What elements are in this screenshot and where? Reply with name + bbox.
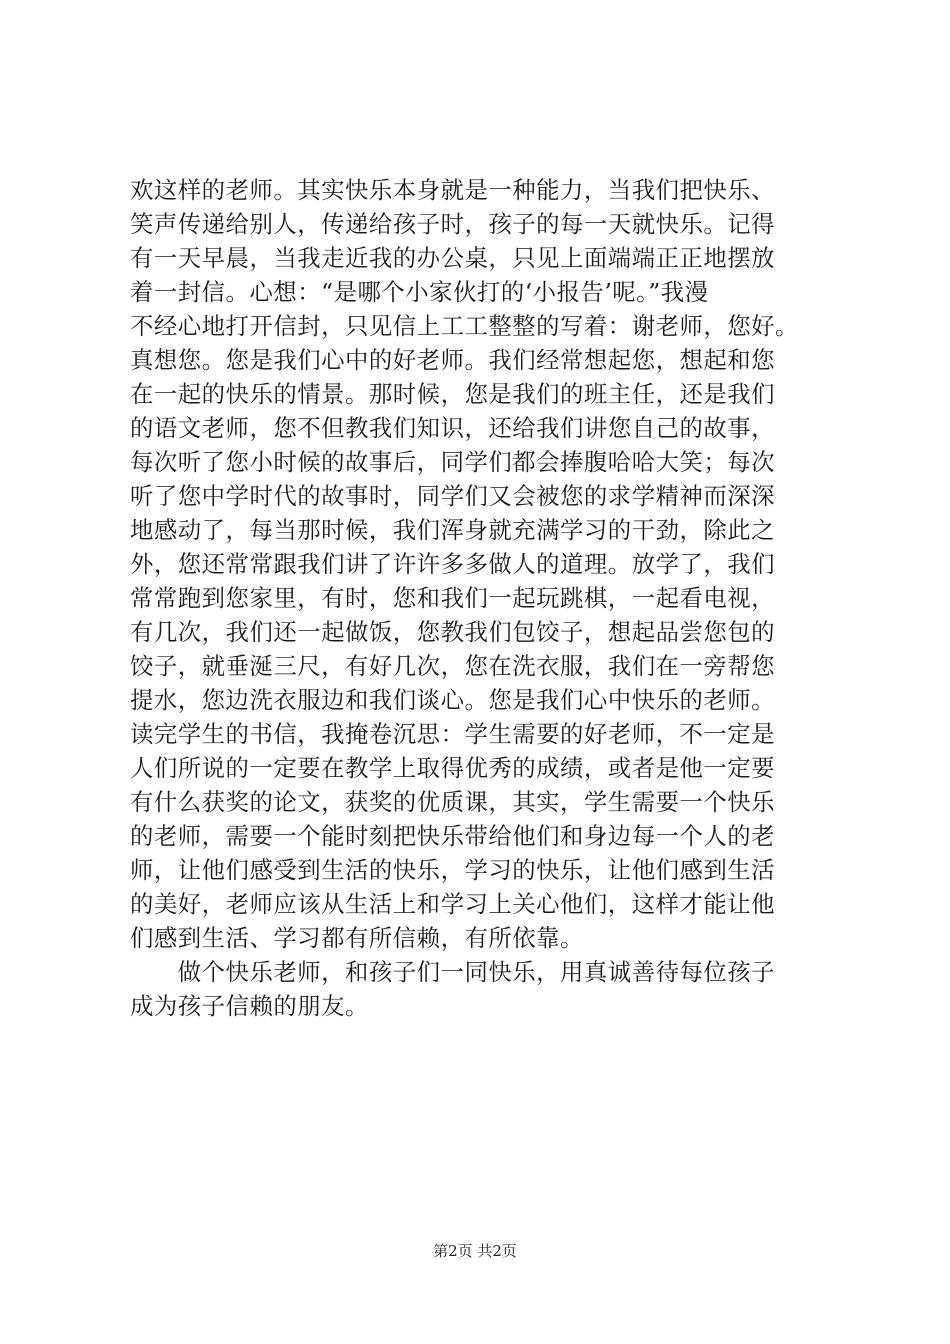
- page-number-footer: 第2页 共2页: [433, 1242, 517, 1260]
- text-line: 们感到生活、学习都有所信赖，有所依靠。: [130, 924, 584, 952]
- text-line: 饺子，就垂涎三尺，有好几次，您在洗衣服，我们在一旁帮您: [130, 652, 776, 680]
- text-line: 的美好，老师应该从生活上和学习上关心他们，这样才能让他: [130, 890, 776, 918]
- text-line: 欢这样的老师。其实快乐本身就是一种能力，当我们把快乐、: [130, 176, 776, 204]
- text-line: 师，让他们感受到生活的快乐，学习的快乐，让他们感到生活: [130, 856, 776, 884]
- text-line: 的老师，需要一个能时刻把快乐带给他们和身边每一个人的老: [130, 822, 776, 850]
- body-text: [130, 173, 835, 1023]
- text-line: 真想您。您是我们心中的好老师。我们经常想起您，想起和您: [130, 346, 776, 374]
- text-line: 提水，您边洗衣服边和我们谈心。您是我们心中快乐的老师。: [130, 686, 776, 714]
- text-line: 不经心地打开信封，只见信上工工整整的写着：谢老师，您好。: [130, 312, 799, 340]
- text-line: 有一天早晨，当我走近我的办公桌，只见上面端端正正地摆放: [130, 244, 776, 272]
- text-line: 做个快乐老师，和孩子们一同快乐，用真诚善待每位孩子: [130, 958, 776, 986]
- text-line: 着一封信。心想：“是哪个小家伙打的‘小报告’呢。”我漫: [130, 278, 709, 306]
- text-line: 外，您还常常跟我们讲了许许多多做人的道理。放学了，我们: [130, 550, 776, 578]
- text-line: 成为孩子信赖的朋友。: [130, 992, 369, 1020]
- text-line: 的语文老师，您不但教我们知识，还给我们讲您自己的故事，: [130, 414, 776, 442]
- text-line: 人们所说的一定要在教学上取得优秀的成绩，或者是他一定要: [130, 754, 776, 782]
- text-line: 有几次，我们还一起做饭，您教我们包饺子，想起品尝您包的: [130, 618, 776, 646]
- text-line: 常常跑到您家里，有时，您和我们一起玩跳棋，一起看电视，: [130, 584, 776, 612]
- text-line: 听了您中学时代的故事时，同学们又会被您的求学精神而深深: [130, 482, 776, 510]
- text-line: 笑声传递给别人，传递给孩子时，孩子的每一天就快乐。记得: [130, 210, 776, 238]
- text-line: 读完学生的书信，我掩卷沉思：学生需要的好老师，不一定是: [130, 720, 776, 748]
- text-line: 地感动了，每当那时候，我们浑身就充满学习的干劲，除此之: [130, 516, 776, 544]
- text-line: 有什么获奖的论文，获奖的优质课，其实，学生需要一个快乐: [130, 788, 776, 816]
- text-line: 每次听了您小时候的故事后，同学们都会捧腹哈哈大笑；每次: [130, 448, 776, 476]
- text-line: 在一起的快乐的情景。那时候，您是我们的班主任，还是我们: [130, 380, 776, 408]
